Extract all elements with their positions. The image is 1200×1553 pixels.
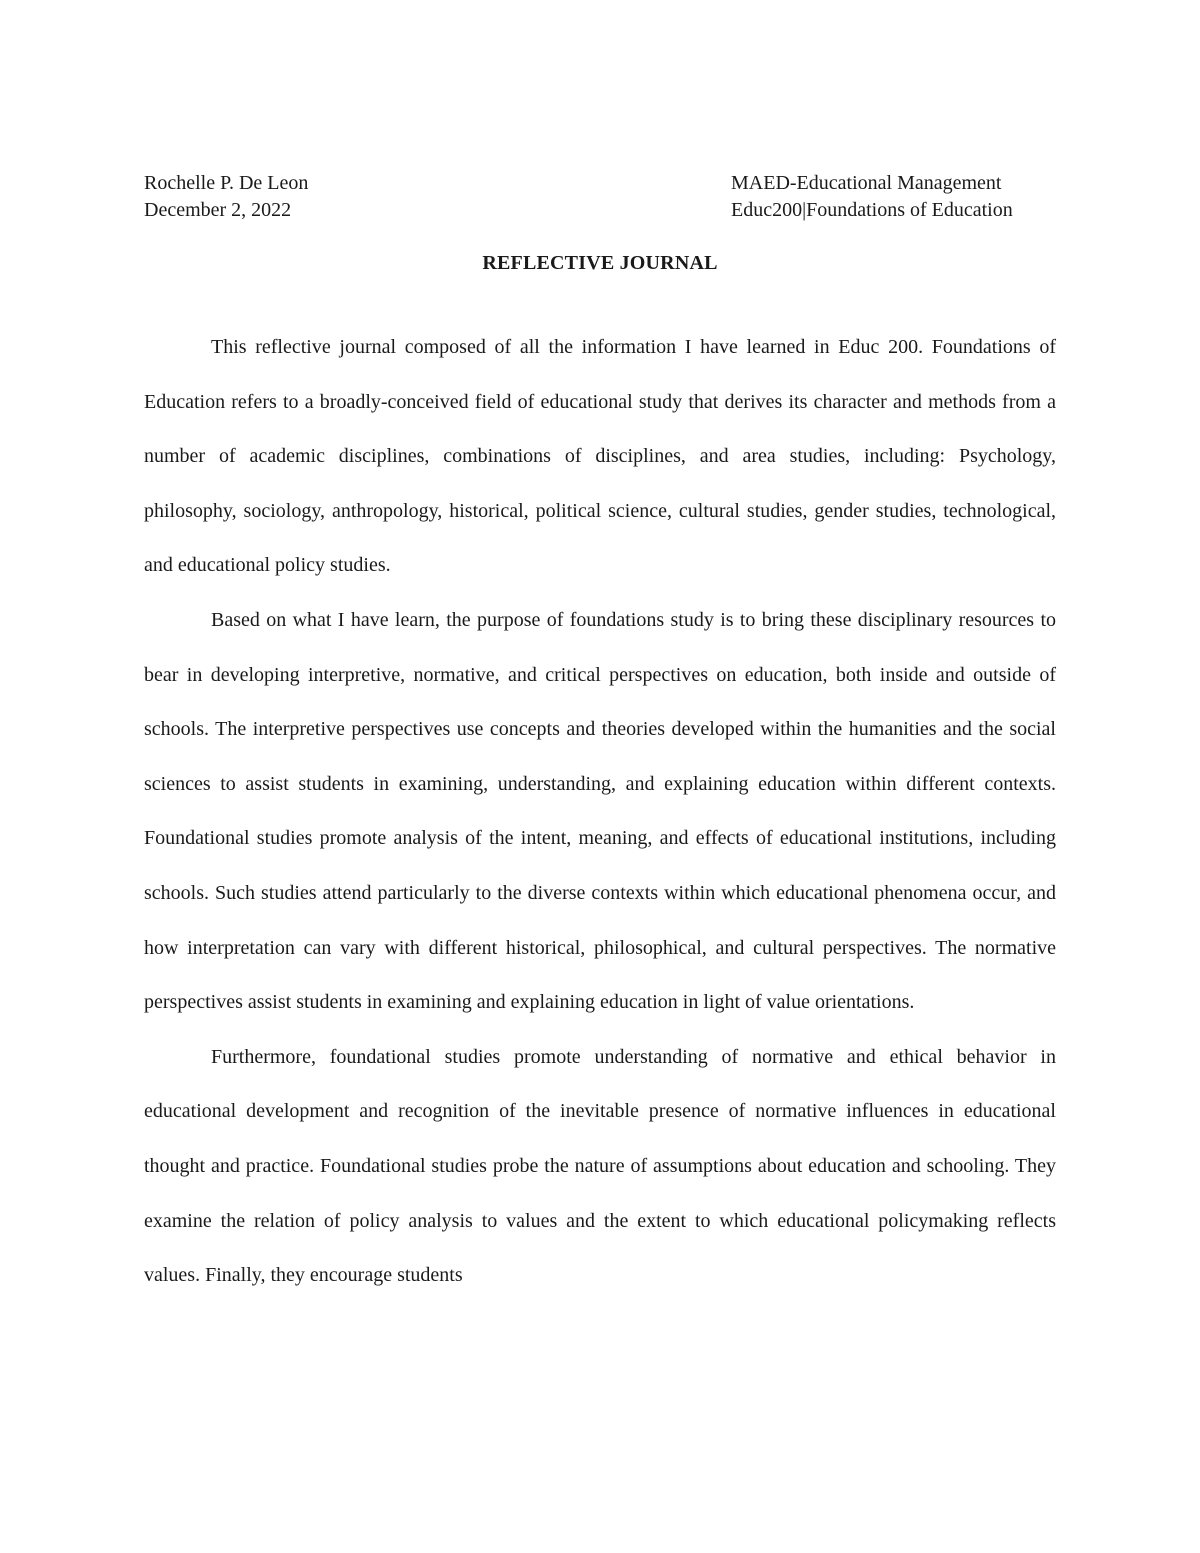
document-body [144,320,1056,1303]
document-date: December 2, 2022 [144,199,292,221]
course-name: Educ200|Foundations of Education [731,199,1013,221]
paragraph: Furthermore, foundational studies promote understanding of normative and ethical behavior in educational development and recognition of the inevitable presence of normative influences in educational thought and practice. Foundational studies probe the nature of assumptions about education and schooling. They examine the relation of policy analysis to values and the extent to which educational policymaking reflects values. Finally, they encourage students [144,1045,1056,1287]
document-title: REFLECTIVE JOURNAL [482,252,718,274]
program-name: MAED-Educational Management [731,172,1002,194]
header-row-1 [144,170,1056,197]
author-name: Rochelle P. De Leon [144,172,309,194]
paragraph: Based on what I have learn, the purpose of foundations study is to bring these disciplinary resources to bear in developing interpretive, normative, and critical perspectives on education, both inside and outside of schools. The interpretive perspectives use concepts and theories developed within the humanities and the social sciences to assist students in examining, understanding, and explaining education within different contexts. Foundational studies promote analysis of the intent, meaning, and effects of educational institutions, including schools. Such studies attend particularly to the diverse contexts within which educational phenomena occur, and how interpretation can vary with different historical, philosophical, and cultural perspectives. The normative perspectives assist students in examining and explaining education in light of value orientations. [144,608,1056,1014]
document-header [144,170,1056,224]
header-row-2 [144,197,1056,224]
paragraph: This reflective journal composed of all the information I have learned in Educ 200. Foundations of Education refers to a broadly-conceived field of educational study that derives its character and methods from a number of academic disciplines, combinations of disciplines, and area studies, including: Psychology, philosophy, sociology, anthropology, historical, political science, cultural studies, gender studies, technological, and educational policy studies. [144,336,1056,577]
